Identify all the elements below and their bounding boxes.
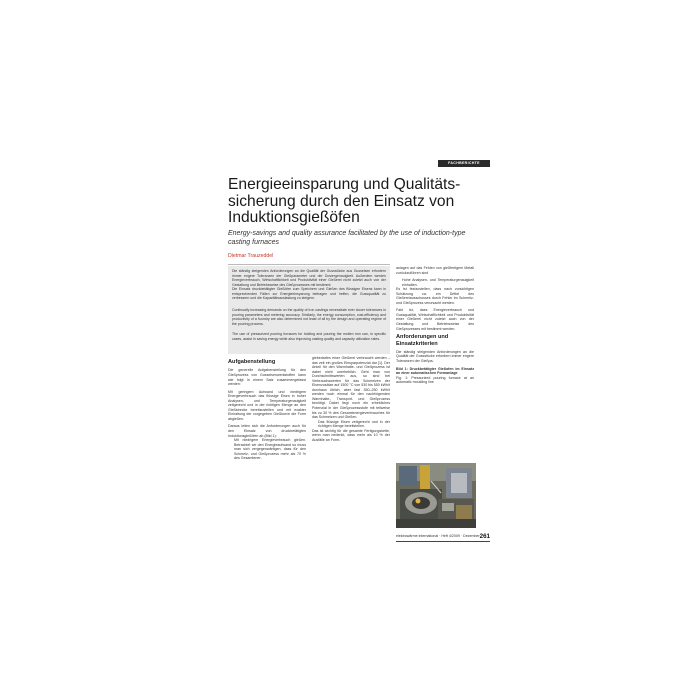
col1-paragraph-1: Die generelle Aufgabenstellung für den Gießprozess von Gusseisenwerkstoffen kann wie folgt in einem Satz zusammengefasst werden: bbox=[228, 368, 306, 387]
abstract-german-2: Die Einsatz druckbetätigter Gießöfen zum Speichern und Gießen des flüssigen Eisens kann in entsprechenden Fällen zur Energieeinsparung beitragen und helfen, die Gussqualität zu verbessern und die Kapazitätsauslastung zu steigern. bbox=[232, 287, 386, 301]
column-1 bbox=[228, 359, 306, 539]
col3-paragraph-2: Es ist festzustellen, dass nach vorsichtigen Schätzung ca. ein Drittel des Gießereiausschusses durch Fehler im Schmelz- und Gießprozess verursacht werden. bbox=[396, 287, 474, 305]
journal-name: elektrowärme international · Heft 4/2009 · Dezember bbox=[396, 534, 480, 538]
col3-paragraph-3: Fakt ist, dass Energieverbrauch und Gussqualität, Wirtschaftlichkeit und Produktivität einer Gießerei nicht zuletzt auch von der Gestaltung und Betriebsweise des Gießprozesses mit bestimmt werden. bbox=[396, 308, 474, 331]
article-title: Energieeinsparung und Qualitätssicherung durch den Einsatz von Induktionsgießöfen bbox=[228, 176, 461, 226]
abstract-german: Die ständig steigenden Anforderungen an die Qualität der Gussstücke aus Gusseisen erfordern immer engere Toleranzen der Gießparameter und der Dosiergenauigkeit. Außerdem werden Energieverbrauch, Wirtschaftlichkeit und Produktivität einer Gießerei nicht zuletzt auch von der Gestaltung und Betriebsweise des Gießprozesses mit bestimmt. bbox=[232, 269, 386, 287]
col3-bullet-list bbox=[396, 278, 474, 287]
col1-bullet-1: • Mit niedrigem Energieverbrauch gießen. Betrachtet wir den Energieaufwand so muss man sich vergegenwärtigen, dass für den Schmelz- und Gießprozess mehr als 70 % des Gesamtener- bbox=[234, 438, 306, 461]
footer-rule bbox=[396, 541, 490, 542]
article-author: Dietmar Trauzeddel bbox=[228, 253, 274, 259]
col2-bullet-list bbox=[312, 420, 390, 429]
section-tag: FACHBERICHTE bbox=[438, 160, 490, 167]
col1-paragraph-2: Mit geringem Aufwand und niedrigem Energieverbrauch das flüssige Eisen in hoher Analysen- und Temperaturgenauigkeit zeitgerecht und in der richtigen Menge an den Gießstrecke bereitzustellen und mit exakter Einhaltung der vorgegeben Gießkurve die Form abgießen. bbox=[228, 389, 306, 421]
col3-paragraph-4: Die ständig steigenden Anforderungen an die Qualität der Gussstücke erfordern immer engere Toleranzen der Gießpa- bbox=[396, 349, 474, 364]
column-2 bbox=[312, 356, 390, 536]
col2-bullet-1: • Das flüssige Eisen zeitgerecht und in der richtigen Menge bereitstellen. bbox=[318, 420, 390, 429]
abstract-box bbox=[228, 266, 390, 354]
figure-caption-german: Bild 1: Druckbetätigter Gießofen im Einsatz an einer automatischen Formanlage bbox=[396, 366, 474, 376]
abstract-english: Continually increasing demands on the quality of iron castings necessitate ever closer tolerances in pouring parameters and metering accuracy. Similarly, the energy consumption, cost-efficiency and productivity of a foundry are also determined not least of all by the design and operating regime of the pouring process. bbox=[232, 308, 386, 326]
column-3 bbox=[396, 266, 474, 441]
col1-paragraph-3: Daraus leiten sich die Anforderungen auch für den Einsatz von druckbetätigten Induktionsgießöfen ab (Bild 1): bbox=[228, 424, 306, 438]
col2-paragraph-3: Das ist wichtig für die gesamte Fertigungskette, wenn man bedenkt, dass mehr als 10 % der Ausfälle an Form- bbox=[312, 428, 390, 442]
article-page bbox=[228, 160, 490, 540]
figure-caption-english: Fig. 1: Pressurized pouring furnace at an automatic moulding line bbox=[396, 375, 474, 385]
section-heading-requirements: Anforderungen und Einsatzkriterien bbox=[396, 334, 449, 347]
abstract-rule bbox=[228, 264, 390, 265]
section-heading-task: Aufgabenstellung bbox=[228, 359, 276, 365]
col3-paragraph-1: anlagen auf das Fehlen von gießfertigem Metall zurückzuführen sind bbox=[396, 266, 474, 275]
abstract-english-2: The use of pressurized pouring furnaces for holding and pouring the molten iron can, in specific cases, assist in saving energy while also improving casting quality and capacity utilization rates. bbox=[232, 332, 386, 341]
col3-bullet-1: • Hohe Analysen- und Temperaturgenauigkeit einhalten. bbox=[402, 278, 474, 287]
page-number: 261 bbox=[479, 533, 490, 540]
col2-paragraph-1: giebedarfes einer Gießerei verbraucht werden – das zeit ein großes Einsparpotenzial dar [1]. Der Anteil für den Warmhalte- und Gießprozess ist dabei nicht unerheblich. Geht man von Durchschnittswerten aus, so sind bei Verbrauchswerten für das Schmelzen der Eisenzusätze auf 1500 °C von 530 bis 550 kWh/t durchaus üblich, aber fast 350–250 kWh/t werden noch einmal für den nachfolgenden Warmhalte-, Transport- und Gießprozess benötigt. Dabei liegt noch ein erhebliches Potenzial in der Gießprozessstufe mit teilweise bis zu 30 % des Gesamtenergieverbrauches für das Schmelzen und Gießen. bbox=[312, 356, 390, 420]
col1-bullet-list bbox=[228, 438, 306, 461]
page-footer bbox=[396, 533, 490, 540]
article-subtitle: Energy-savings and quality assurance facilitated by the use of induction-type casting furnaces bbox=[228, 230, 466, 246]
furnace-photo bbox=[396, 463, 476, 528]
